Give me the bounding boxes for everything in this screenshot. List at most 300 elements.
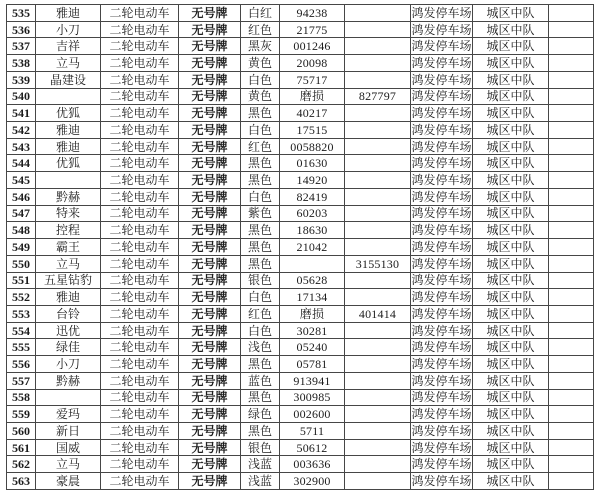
cell-alt_number	[345, 473, 411, 490]
cell-seq: 536	[7, 21, 36, 38]
cell-brand: 台铃	[36, 305, 101, 322]
cell-extra	[549, 5, 594, 22]
cell-seq: 561	[7, 439, 36, 456]
cell-vehicle_type: 二轮电动车	[101, 422, 179, 439]
cell-color: 浅蓝	[241, 473, 280, 490]
cell-alt_number	[345, 439, 411, 456]
cell-brand	[36, 88, 101, 105]
cell-plate_status: 无号牌	[179, 422, 241, 439]
cell-plate_status: 无号牌	[179, 305, 241, 322]
cell-plate_status: 无号牌	[179, 138, 241, 155]
cell-vehicle_number: 0058820	[280, 138, 345, 155]
cell-alt_number: 3155130	[345, 255, 411, 272]
cell-seq: 551	[7, 272, 36, 289]
cell-brand: 小刀	[36, 356, 101, 373]
cell-extra	[549, 289, 594, 306]
cell-brand: 绿佳	[36, 339, 101, 356]
cell-extra	[549, 322, 594, 339]
cell-vehicle_number: 40217	[280, 105, 345, 122]
cell-unit: 城区中队	[473, 272, 549, 289]
cell-seq: 542	[7, 122, 36, 139]
cell-alt_number	[345, 172, 411, 189]
cell-plate_status: 无号牌	[179, 389, 241, 406]
cell-location: 鸿发停车场	[411, 106, 472, 121]
table-row	[7, 272, 594, 289]
cell-alt_number	[345, 372, 411, 389]
cell-seq: 563	[7, 473, 36, 490]
cell-vehicle_number: 05781	[280, 356, 345, 373]
cell-seq: 540	[7, 88, 36, 105]
cell-vehicle_number: 20098	[280, 55, 345, 72]
cell-color: 红色	[241, 138, 280, 155]
cell-vehicle_number: 17134	[280, 289, 345, 306]
cell-color: 黑色	[241, 239, 280, 256]
cell-brand: 晶建设	[36, 71, 101, 88]
cell-vehicle_number: 82419	[280, 188, 345, 205]
cell-plate_status: 无号牌	[179, 406, 241, 423]
cell-vehicle_type: 二轮电动车	[101, 38, 179, 55]
table-row	[7, 5, 594, 22]
cell-color: 白色	[241, 188, 280, 205]
cell-seq: 557	[7, 372, 36, 389]
table-row	[7, 456, 594, 473]
cell-color: 红色	[241, 305, 280, 322]
cell-location: 鸿发停车场	[411, 239, 472, 254]
cell-color: 银色	[241, 439, 280, 456]
cell-vehicle_type: 二轮电动车	[101, 55, 179, 72]
cell-alt_number	[345, 322, 411, 339]
cell-alt_number	[345, 55, 411, 72]
cell-color: 红色	[241, 21, 280, 38]
cell-location: 鸿发停车场	[411, 474, 472, 489]
table-row	[7, 422, 594, 439]
cell-seq: 562	[7, 456, 36, 473]
cell-plate_status: 无号牌	[179, 172, 241, 189]
cell-seq: 537	[7, 38, 36, 55]
table-row	[7, 105, 594, 122]
cell-location: 鸿发停车场	[411, 89, 472, 104]
cell-alt_number	[345, 5, 411, 22]
cell-extra	[549, 272, 594, 289]
cell-location: 鸿发停车场	[411, 273, 472, 288]
cell-brand: 优狐	[36, 105, 101, 122]
cell-seq: 549	[7, 239, 36, 256]
cell-extra	[549, 406, 594, 423]
cell-unit: 城区中队	[473, 71, 549, 88]
cell-extra	[549, 456, 594, 473]
cell-extra	[549, 55, 594, 72]
cell-location: 鸿发停车场	[411, 373, 472, 388]
cell-vehicle_type: 二轮电动车	[101, 372, 179, 389]
impounded-vehicle-table	[6, 4, 594, 490]
cell-location: 鸿发停车场	[411, 390, 472, 405]
cell-vehicle_number: 003636	[280, 456, 345, 473]
cell-vehicle_number: 75717	[280, 71, 345, 88]
cell-vehicle_type: 二轮电动车	[101, 406, 179, 423]
cell-unit: 城区中队	[473, 439, 549, 456]
cell-brand: 雅迪	[36, 122, 101, 139]
cell-color: 黑灰	[241, 38, 280, 55]
cell-color: 白色	[241, 122, 280, 139]
cell-color: 黑色	[241, 422, 280, 439]
cell-extra	[549, 205, 594, 222]
cell-vehicle_number: 50612	[280, 439, 345, 456]
cell-vehicle_type: 二轮电动车	[101, 205, 179, 222]
cell-color: 紫色	[241, 205, 280, 222]
cell-plate_status: 无号牌	[179, 439, 241, 456]
cell-plate_status: 无号牌	[179, 122, 241, 139]
cell-brand: 黔赫	[36, 188, 101, 205]
cell-color: 黑色	[241, 389, 280, 406]
cell-seq: 538	[7, 55, 36, 72]
cell-unit: 城区中队	[473, 21, 549, 38]
cell-brand: 迅优	[36, 322, 101, 339]
cell-alt_number	[345, 138, 411, 155]
cell-plate_status: 无号牌	[179, 88, 241, 105]
cell-color: 蓝色	[241, 372, 280, 389]
cell-vehicle_number: 002600	[280, 406, 345, 423]
cell-plate_status: 无号牌	[179, 255, 241, 272]
cell-color: 银色	[241, 272, 280, 289]
table-row	[7, 372, 594, 389]
cell-vehicle_number: 60203	[280, 205, 345, 222]
cell-color: 浅色	[241, 339, 280, 356]
cell-alt_number	[345, 422, 411, 439]
cell-seq: 556	[7, 356, 36, 373]
table-row	[7, 88, 594, 105]
cell-alt_number	[345, 356, 411, 373]
table-row	[7, 71, 594, 88]
cell-location: 鸿发停车场	[411, 173, 472, 188]
cell-unit: 城区中队	[473, 289, 549, 306]
cell-extra	[549, 88, 594, 105]
cell-brand: 特来	[36, 205, 101, 222]
cell-seq: 554	[7, 322, 36, 339]
table-row	[7, 21, 594, 38]
cell-vehicle_number: 05628	[280, 272, 345, 289]
cell-seq: 548	[7, 222, 36, 239]
cell-extra	[549, 339, 594, 356]
table-row	[7, 255, 594, 272]
table-row	[7, 389, 594, 406]
table-row	[7, 356, 594, 373]
cell-plate_status: 无号牌	[179, 339, 241, 356]
cell-vehicle_type: 二轮电动车	[101, 356, 179, 373]
cell-alt_number	[345, 289, 411, 306]
table-row	[7, 239, 594, 256]
cell-seq: 547	[7, 205, 36, 222]
cell-brand: 控程	[36, 222, 101, 239]
cell-unit: 城区中队	[473, 122, 549, 139]
cell-plate_status: 无号牌	[179, 372, 241, 389]
cell-vehicle_type: 二轮电动车	[101, 439, 179, 456]
cell-seq: 541	[7, 105, 36, 122]
cell-brand: 优狐	[36, 155, 101, 172]
cell-vehicle_type: 二轮电动车	[101, 456, 179, 473]
cell-seq: 539	[7, 71, 36, 88]
cell-unit: 城区中队	[473, 222, 549, 239]
cell-vehicle_number: 18630	[280, 222, 345, 239]
document-page	[0, 4, 600, 495]
cell-alt_number: 401414	[345, 305, 411, 322]
cell-location: 鸿发停车场	[411, 306, 472, 321]
cell-color: 黑色	[241, 356, 280, 373]
cell-color: 黑色	[241, 155, 280, 172]
cell-extra	[549, 105, 594, 122]
cell-brand	[36, 172, 101, 189]
cell-brand	[36, 389, 101, 406]
cell-color: 白色	[241, 322, 280, 339]
cell-extra	[549, 188, 594, 205]
cell-alt_number	[345, 71, 411, 88]
cell-plate_status: 无号牌	[179, 155, 241, 172]
cell-plate_status: 无号牌	[179, 222, 241, 239]
cell-extra	[549, 255, 594, 272]
cell-seq: 559	[7, 406, 36, 423]
cell-location: 鸿发停车场	[411, 407, 472, 422]
cell-seq: 546	[7, 188, 36, 205]
cell-plate_status: 无号牌	[179, 55, 241, 72]
cell-extra	[549, 239, 594, 256]
cell-location: 鸿发停车场	[411, 39, 472, 54]
cell-unit: 城区中队	[473, 305, 549, 322]
cell-vehicle_type: 二轮电动车	[101, 172, 179, 189]
cell-unit: 城区中队	[473, 38, 549, 55]
cell-alt_number	[345, 205, 411, 222]
cell-brand: 雅迪	[36, 5, 101, 22]
table-row	[7, 138, 594, 155]
cell-vehicle_number: 磨损	[280, 305, 345, 322]
cell-extra	[549, 71, 594, 88]
cell-plate_status: 无号牌	[179, 5, 241, 22]
cell-alt_number	[345, 456, 411, 473]
table-row	[7, 473, 594, 490]
cell-color: 白色	[241, 289, 280, 306]
cell-alt_number	[345, 122, 411, 139]
cell-unit: 城区中队	[473, 188, 549, 205]
table-row	[7, 339, 594, 356]
cell-plate_status: 无号牌	[179, 239, 241, 256]
cell-brand: 霸王	[36, 239, 101, 256]
cell-brand: 雅迪	[36, 289, 101, 306]
cell-vehicle_type: 二轮电动车	[101, 105, 179, 122]
cell-location: 鸿发停车场	[411, 72, 472, 87]
table-row	[7, 122, 594, 139]
cell-vehicle_number: 913941	[280, 372, 345, 389]
cell-vehicle_type: 二轮电动车	[101, 188, 179, 205]
table-row	[7, 289, 594, 306]
cell-brand: 爱玛	[36, 406, 101, 423]
cell-seq: 552	[7, 289, 36, 306]
cell-vehicle_type: 二轮电动车	[101, 339, 179, 356]
cell-unit: 城区中队	[473, 339, 549, 356]
cell-seq: 544	[7, 155, 36, 172]
cell-unit: 城区中队	[473, 456, 549, 473]
cell-unit: 城区中队	[473, 406, 549, 423]
cell-unit: 城区中队	[473, 172, 549, 189]
cell-location: 鸿发停车场	[411, 156, 472, 171]
cell-vehicle_type: 二轮电动车	[101, 255, 179, 272]
cell-alt_number	[345, 222, 411, 239]
cell-plate_status: 无号牌	[179, 289, 241, 306]
cell-extra	[549, 305, 594, 322]
cell-vehicle_number: 300985	[280, 389, 345, 406]
cell-extra	[549, 21, 594, 38]
cell-location: 鸿发停车场	[411, 22, 472, 37]
cell-brand: 立马	[36, 456, 101, 473]
cell-brand: 五星钻豹	[36, 272, 101, 289]
cell-extra	[549, 38, 594, 55]
table-row	[7, 55, 594, 72]
cell-extra	[549, 138, 594, 155]
cell-plate_status: 无号牌	[179, 21, 241, 38]
cell-location: 鸿发停车场	[411, 206, 472, 221]
cell-brand: 新日	[36, 422, 101, 439]
cell-vehicle_type: 二轮电动车	[101, 5, 179, 22]
cell-vehicle_type: 二轮电动车	[101, 473, 179, 490]
cell-color: 黄色	[241, 55, 280, 72]
cell-brand: 吉祥	[36, 38, 101, 55]
cell-seq: 545	[7, 172, 36, 189]
cell-plate_status: 无号牌	[179, 473, 241, 490]
cell-extra	[549, 122, 594, 139]
cell-location: 鸿发停车场	[411, 323, 472, 338]
cell-brand: 立马	[36, 55, 101, 72]
table-body	[7, 5, 594, 490]
cell-vehicle_number: 5711	[280, 422, 345, 439]
cell-brand: 黔赫	[36, 372, 101, 389]
cell-color: 黑色	[241, 172, 280, 189]
cell-color: 黑色	[241, 222, 280, 239]
cell-seq: 535	[7, 5, 36, 22]
cell-vehicle_type: 二轮电动车	[101, 389, 179, 406]
cell-vehicle_number	[280, 255, 345, 272]
cell-unit: 城区中队	[473, 239, 549, 256]
cell-extra	[549, 439, 594, 456]
cell-plate_status: 无号牌	[179, 188, 241, 205]
cell-vehicle_number: 17515	[280, 122, 345, 139]
cell-seq: 558	[7, 389, 36, 406]
cell-extra	[549, 389, 594, 406]
cell-plate_status: 无号牌	[179, 38, 241, 55]
cell-vehicle_number: 001246	[280, 38, 345, 55]
cell-alt_number	[345, 105, 411, 122]
cell-brand: 小刀	[36, 21, 101, 38]
cell-brand: 立马	[36, 255, 101, 272]
cell-alt_number	[345, 38, 411, 55]
cell-vehicle_type: 二轮电动车	[101, 122, 179, 139]
cell-brand: 雅迪	[36, 138, 101, 155]
cell-plate_status: 无号牌	[179, 456, 241, 473]
cell-location: 鸿发停车场	[411, 189, 472, 204]
cell-location: 鸿发停车场	[411, 56, 472, 71]
cell-vehicle_type: 二轮电动车	[101, 289, 179, 306]
cell-color: 白红	[241, 5, 280, 22]
cell-vehicle_number: 21042	[280, 239, 345, 256]
cell-alt_number	[345, 406, 411, 423]
cell-location: 鸿发停车场	[411, 356, 472, 371]
cell-location: 鸿发停车场	[411, 5, 472, 20]
cell-vehicle_type: 二轮电动车	[101, 88, 179, 105]
cell-alt_number	[345, 155, 411, 172]
cell-unit: 城区中队	[473, 105, 549, 122]
cell-vehicle_type: 二轮电动车	[101, 239, 179, 256]
cell-extra	[549, 155, 594, 172]
table-row	[7, 439, 594, 456]
cell-seq: 553	[7, 305, 36, 322]
cell-location: 鸿发停车场	[411, 122, 472, 137]
cell-plate_status: 无号牌	[179, 105, 241, 122]
cell-alt_number	[345, 21, 411, 38]
cell-unit: 城区中队	[473, 255, 549, 272]
cell-vehicle_type: 二轮电动车	[101, 155, 179, 172]
table-row	[7, 222, 594, 239]
cell-unit: 城区中队	[473, 88, 549, 105]
cell-location: 鸿发停车场	[411, 440, 472, 455]
cell-unit: 城区中队	[473, 422, 549, 439]
cell-alt_number	[345, 339, 411, 356]
table-row	[7, 205, 594, 222]
cell-vehicle_type: 二轮电动车	[101, 272, 179, 289]
cell-vehicle_type: 二轮电动车	[101, 21, 179, 38]
cell-unit: 城区中队	[473, 205, 549, 222]
cell-plate_status: 无号牌	[179, 272, 241, 289]
table-row	[7, 38, 594, 55]
cell-alt_number	[345, 272, 411, 289]
cell-vehicle_number: 302900	[280, 473, 345, 490]
cell-plate_status: 无号牌	[179, 71, 241, 88]
cell-unit: 城区中队	[473, 372, 549, 389]
cell-vehicle_number: 21775	[280, 21, 345, 38]
cell-location: 鸿发停车场	[411, 223, 472, 238]
cell-plate_status: 无号牌	[179, 322, 241, 339]
cell-location: 鸿发停车场	[411, 290, 472, 305]
table-row	[7, 305, 594, 322]
cell-seq: 560	[7, 422, 36, 439]
cell-vehicle_type: 二轮电动车	[101, 222, 179, 239]
table-row	[7, 172, 594, 189]
cell-location: 鸿发停车场	[411, 457, 472, 472]
cell-unit: 城区中队	[473, 155, 549, 172]
cell-color: 浅蓝	[241, 456, 280, 473]
table-row	[7, 155, 594, 172]
cell-seq: 555	[7, 339, 36, 356]
cell-unit: 城区中队	[473, 138, 549, 155]
cell-vehicle_number: 01630	[280, 155, 345, 172]
cell-color: 绿色	[241, 406, 280, 423]
table-row	[7, 406, 594, 423]
cell-extra	[549, 372, 594, 389]
cell-vehicle_type: 二轮电动车	[101, 71, 179, 88]
cell-brand: 豪晨	[36, 473, 101, 490]
cell-unit: 城区中队	[473, 356, 549, 373]
cell-unit: 城区中队	[473, 389, 549, 406]
cell-seq: 543	[7, 138, 36, 155]
cell-seq: 550	[7, 255, 36, 272]
cell-unit: 城区中队	[473, 473, 549, 490]
cell-plate_status: 无号牌	[179, 205, 241, 222]
cell-location: 鸿发停车场	[411, 340, 472, 355]
cell-extra	[549, 172, 594, 189]
cell-color: 白色	[241, 71, 280, 88]
cell-vehicle_number: 05240	[280, 339, 345, 356]
cell-vehicle_number: 14920	[280, 172, 345, 189]
cell-alt_number	[345, 389, 411, 406]
cell-alt_number	[345, 188, 411, 205]
cell-color: 黑色	[241, 105, 280, 122]
cell-color: 黄色	[241, 88, 280, 105]
cell-vehicle_type: 二轮电动车	[101, 138, 179, 155]
